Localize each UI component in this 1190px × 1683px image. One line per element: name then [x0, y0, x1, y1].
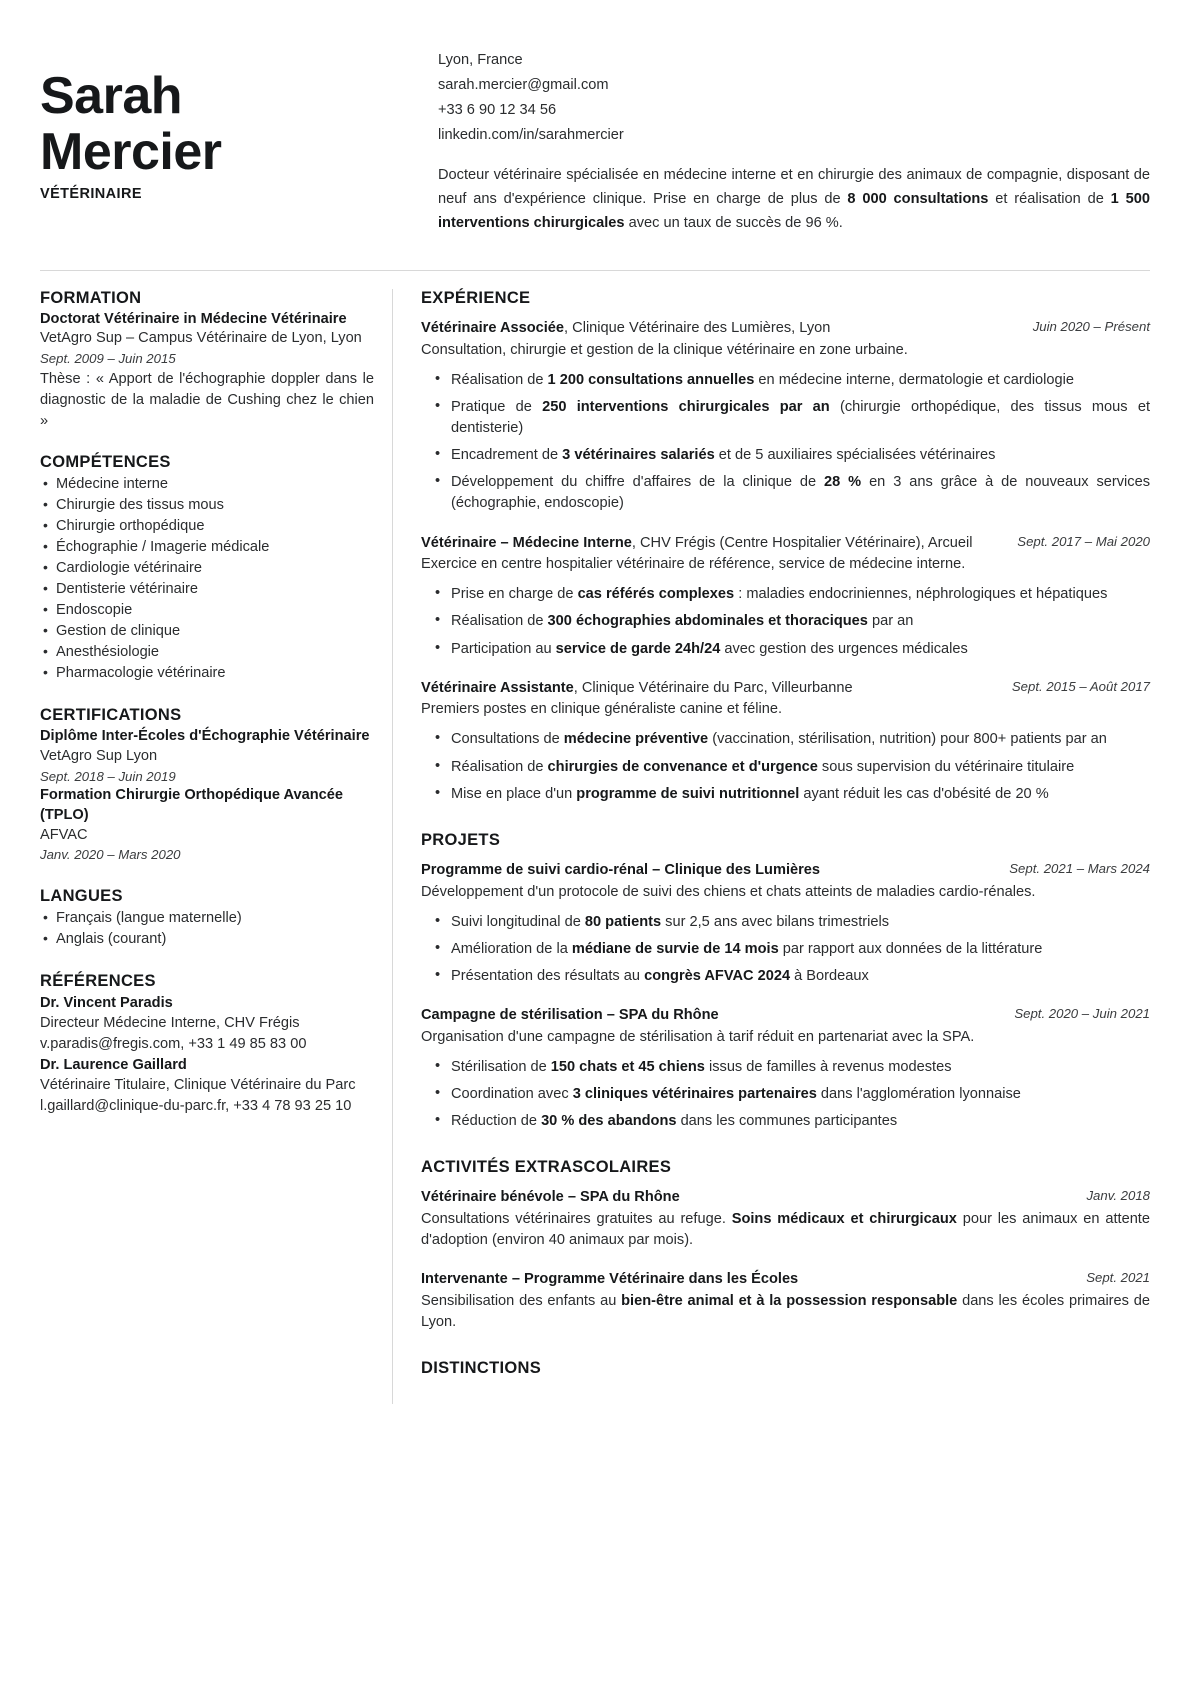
sidebar-column: [40, 289, 392, 1404]
section-references: [40, 972, 374, 1116]
section-projets: [421, 831, 1150, 1132]
section-formation: [40, 289, 374, 431]
project-bullets: [421, 1057, 1150, 1132]
experience-headline: [421, 533, 1003, 554]
activity-description: Consultations vétérinaires gratuites au refuge. Soins médicaux et chirurgicaux pour les animaux en attente d'adoption (environ 40 animaux par mois).: [421, 1211, 1150, 1249]
section-title-experience: EXPÉRIENCE: [421, 288, 531, 307]
reference-contact[interactable]: v.paradis@fregis.com, +33 1 49 85 83 00: [40, 1036, 307, 1052]
experience-item: [421, 533, 1150, 660]
section-competences: [40, 453, 374, 684]
experience-description: Consultation, chirurgie et gestion de la clinique vétérinaire en zone urbaine.: [421, 341, 908, 358]
page-title: [40, 68, 410, 180]
job-title: VÉTÉRINAIRE: [40, 186, 142, 203]
experience-bullets: [421, 370, 1150, 515]
experience-date: Juin 2020 – Présent: [1032, 318, 1150, 334]
list-item: • Chirurgie des tissus mous: [40, 495, 374, 516]
list-item: • Médecine interne: [40, 474, 374, 495]
section-title-langues: LANGUES: [40, 887, 123, 906]
bullet-item: • Présentation des résultats au congrès AFVAC 2024 à Bordeaux: [421, 966, 1150, 987]
contact-phone[interactable]: +33 6 90 12 34 56: [438, 102, 557, 119]
section-distinctions: [421, 1359, 1150, 1378]
certification-org: VetAgro Sup Lyon: [40, 747, 158, 764]
experience-role: Vétérinaire – Médecine Interne: [421, 534, 632, 551]
list-item: • Échographie / Imagerie médicale: [40, 537, 374, 558]
activity-date: Sept. 2021: [1086, 1270, 1150, 1286]
reference-name: Dr. Vincent Paradis: [40, 995, 173, 1012]
certification-date: Sept. 2018 – Juin 2019: [40, 768, 176, 784]
bullet-item: • Développement du chiffre d'affaires de la clinique de 28 % en 3 ans grâce à de nouveaux services (échographie, endoscopie): [421, 472, 1150, 514]
section-title-references: RÉFÉRENCES: [40, 972, 156, 991]
list-item: • Dentisterie vétérinaire: [40, 579, 374, 600]
list-item: • Cardiologie vétérinaire: [40, 558, 374, 579]
experience-role: Vétérinaire Assistante: [421, 679, 574, 696]
reference-contact[interactable]: l.gaillard@clinique-du-parc.fr, +33 4 78 93 25 10: [40, 1097, 352, 1114]
formation-degree: Doctorat Vétérinaire in Médecine Vétérinaire: [40, 310, 347, 327]
main-column: [392, 289, 1150, 1404]
reference-item: [40, 1055, 374, 1117]
list-item: • Français (langue maternelle): [40, 908, 374, 929]
certification-date: Janv. 2020 – Mars 2020: [40, 847, 181, 863]
project-headline: [421, 860, 995, 881]
experience-bullets: [421, 584, 1150, 659]
bullet-item: • Réalisation de 1 200 consultations annuelles en médecine interne, dermatologie et cardiologie: [421, 370, 1150, 391]
certification-name: Formation Chirurgie Orthopédique Avancée (TPLO): [40, 787, 343, 823]
bullet-item: • Réalisation de 300 échographies abdominales et thoraciques par an: [421, 611, 1150, 632]
experience-item: [421, 318, 1150, 515]
section-title-competences: COMPÉTENCES: [40, 453, 171, 472]
experience-date: Sept. 2015 – Août 2017: [1011, 678, 1150, 694]
activity-description: Sensibilisation des enfants au bien-être animal et à la possession responsable dans les écoles primaires de Lyon.: [421, 1292, 1150, 1330]
activity-name: Intervenante – Programme Vétérinaire dans les Écoles: [421, 1271, 799, 1288]
formation-school: VetAgro Sup – Campus Vétérinaire de Lyon, Lyon: [40, 330, 362, 347]
last-name: Mercier: [40, 123, 222, 182]
activity-date: Janv. 2018: [1086, 1188, 1150, 1204]
experience-headline: [421, 318, 1019, 339]
list-item: • Endoscopie: [40, 600, 374, 621]
project-name: Programme de suivi cardio-rénal – Clinique des Lumières: [421, 861, 821, 878]
section-title-activites: ACTIVITÉS EXTRASCOLAIRES: [421, 1158, 672, 1177]
experience-bullets: [421, 729, 1150, 804]
section-activites: [421, 1158, 1150, 1332]
project-name: Campagne de stérilisation – SPA du Rhône: [421, 1007, 719, 1024]
certification-item: [40, 727, 374, 786]
bullet-item: • Prise en charge de cas référés complexes : maladies endocriniennes, néphrologiques et hépatiques: [421, 584, 1150, 605]
bullet-item: • Coordination avec 3 cliniques vétérinaires partenaires dans l'agglomération lyonnaise: [421, 1084, 1150, 1105]
reference-role: Directeur Médecine Interne, CHV Frégis: [40, 1015, 300, 1032]
langues-list: [40, 908, 374, 950]
header-divider: [40, 270, 1150, 271]
section-experience: [421, 289, 1150, 805]
experience-company: , CHV Frégis (Centre Hospitalier Vétérinaire), Arcueil: [631, 534, 973, 551]
contact-list: [438, 48, 1150, 148]
experience-company: , Clinique Vétérinaire du Parc, Villeurbanne: [573, 679, 853, 696]
list-item: • Chirurgie orthopédique: [40, 516, 374, 537]
section-title-certifications: CERTIFICATIONS: [40, 706, 182, 725]
section-title-formation: FORMATION: [40, 288, 142, 307]
certification-name: Diplôme Inter-Écoles d'Échographie Vétérinaire: [40, 728, 370, 745]
experience-headline: [421, 678, 998, 699]
activity-item: [421, 1187, 1150, 1251]
list-item: • Pharmacologie vétérinaire: [40, 663, 374, 684]
experience-description: Exercice en centre hospitalier vétérinaire de référence, service de médecine interne.: [421, 556, 966, 573]
experience-date: Sept. 2017 – Mai 2020: [1017, 533, 1150, 549]
project-date: Sept. 2021 – Mars 2024: [1009, 860, 1150, 876]
experience-role: Vétérinaire Associée: [421, 319, 565, 336]
bullet-item: • Consultations de médecine préventive (vaccination, stérilisation, nutrition) pour 800+ patients par an: [421, 729, 1150, 750]
resume-header: [40, 44, 1150, 250]
bullet-item: • Réduction de 30 % des abandons dans les communes participantes: [421, 1111, 1150, 1132]
bullet-item: • Amélioration de la médiane de survie de 14 mois par rapport aux données de la littérature: [421, 939, 1150, 960]
project-description: Organisation d'une campagne de stérilisation à tarif réduit en partenariat avec la SPA.: [421, 1028, 975, 1045]
contact-and-summary: [410, 44, 1150, 250]
section-certifications: [40, 706, 374, 865]
first-name: Sarah: [40, 67, 183, 125]
experience-description: Premiers postes en clinique généraliste canine et féline.: [421, 701, 782, 718]
section-title-distinctions: DISTINCTIONS: [421, 1358, 542, 1377]
project-description: Développement d'un protocole de suivi des chiens et chats atteints de maladies cardio-rénales.: [421, 883, 1036, 900]
reference-name: Dr. Laurence Gaillard: [40, 1056, 187, 1073]
project-item: [421, 860, 1150, 987]
bullet-item: • Réalisation de chirurgies de convenance et d'urgence sous supervision du vétérinaire titulaire: [421, 757, 1150, 778]
list-item: • Anesthésiologie: [40, 642, 374, 663]
bullet-item: • Participation au service de garde 24h/24 avec gestion des urgences médicales: [421, 639, 1150, 660]
experience-item: [421, 678, 1150, 805]
identity-block: [40, 44, 410, 202]
project-date: Sept. 2020 – Juin 2021: [1014, 1006, 1150, 1022]
list-item: • Gestion de clinique: [40, 621, 374, 642]
list-item: • Anglais (courant): [40, 929, 374, 950]
professional-summary: Docteur vétérinaire spécialisée en médecine interne et en chirurgie des animaux de compagnie, disposant de neuf ans d'expérience clinique. Prise en charge de plus de 8 000 consultations et réalisation de 1 500 interventions chirurgicales avec un taux de succès de 96 %.: [438, 167, 1150, 231]
contact-email[interactable]: sarah.mercier@gmail.com: [438, 77, 609, 94]
project-bullets: [421, 912, 1150, 987]
experience-company: , Clinique Vétérinaire des Lumières, Lyon: [564, 319, 831, 336]
competences-list: [40, 474, 374, 684]
activity-headline: [421, 1187, 1072, 1208]
certification-org: AFVAC: [40, 826, 88, 843]
reference-role: Vétérinaire Titulaire, Clinique Vétérinaire du Parc: [40, 1076, 356, 1093]
activity-name: Vétérinaire bénévole – SPA du Rhône: [421, 1189, 680, 1206]
resume-body: [40, 289, 1150, 1404]
project-item: [421, 1005, 1150, 1132]
reference-item: [40, 993, 374, 1055]
section-title-projets: PROJETS: [421, 830, 501, 849]
bullet-item: • Encadrement de 3 vétérinaires salariés et de 5 auxiliaires spécialisées vétérinaires: [421, 445, 1150, 466]
formation-date: Sept. 2009 – Juin 2015: [40, 351, 176, 367]
activity-item: [421, 1269, 1150, 1333]
formation-thesis: Thèse : « Apport de l'échographie doppler dans le diagnostic de la maladie de Cushing chez le chien »: [40, 371, 374, 429]
section-langues: [40, 887, 374, 950]
bullet-item: • Pratique de 250 interventions chirurgicales par an (chirurgie orthopédique, des tissus mous et dentisterie): [421, 397, 1150, 439]
bullet-item: • Suivi longitudinal de 80 patients sur 2,5 ans avec bilans trimestriels: [421, 912, 1150, 933]
contact-linkedin[interactable]: linkedin.com/in/sarahmercier: [438, 127, 624, 144]
bullet-item: • Mise en place d'un programme de suivi nutritionnel ayant réduit les cas d'obésité de 20 %: [421, 784, 1150, 805]
project-headline: [421, 1005, 1000, 1026]
activity-headline: [421, 1269, 1072, 1290]
contact-location: Lyon, France: [438, 52, 523, 68]
bullet-item: • Stérilisation de 150 chats et 45 chiens issus de familles à revenus modestes: [421, 1057, 1150, 1078]
certification-item: [40, 786, 374, 865]
